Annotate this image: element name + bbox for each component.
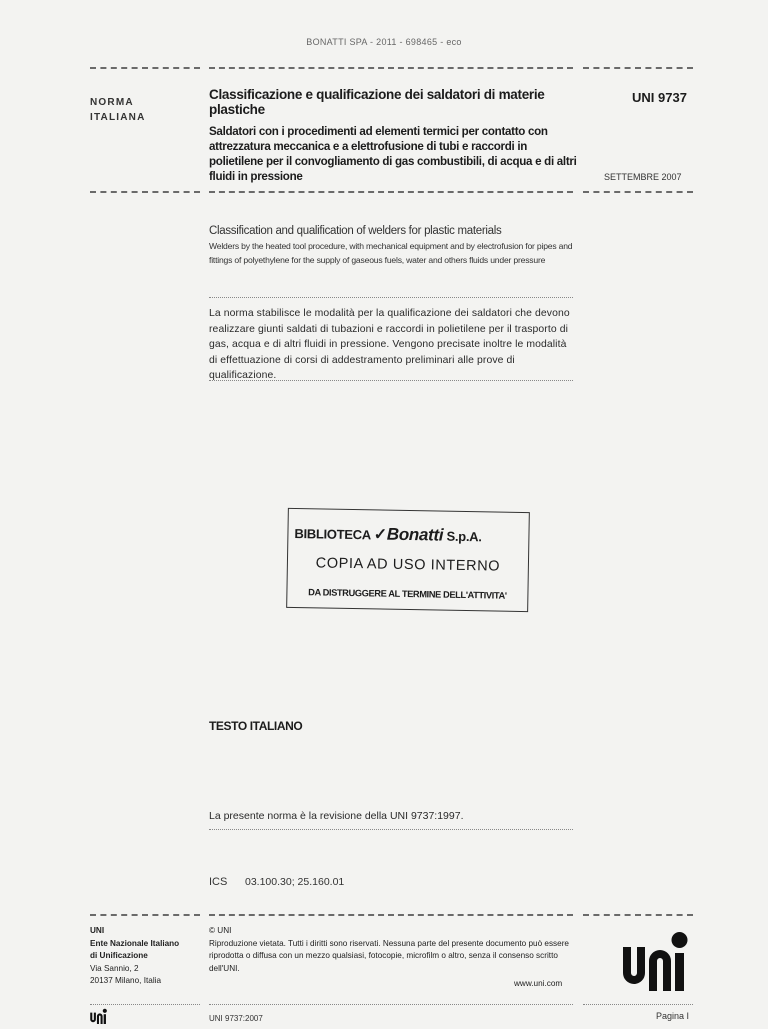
top-rule-left (90, 67, 200, 69)
footer-uni-logo-icon (88, 1008, 110, 1024)
footer-rule-center (209, 1004, 573, 1005)
top-rule-center (209, 67, 573, 69)
stamp-line3: DA DISTRUGGERE AL TERMINE DELL'ATTIVITA' (308, 587, 507, 601)
stamp-spa: S.p.A. (446, 528, 482, 545)
uni-logo-icon (621, 929, 693, 991)
footer-rule-left (90, 1004, 200, 1005)
title-rule-center (209, 191, 573, 193)
website-link[interactable]: www.uni.com (514, 979, 563, 988)
norma-line2: ITALIANA (90, 112, 146, 123)
bottom-rule-left (90, 914, 200, 916)
testo-italiano-label: TESTO ITALIANO (209, 719, 303, 733)
stamp-line1 (294, 523, 526, 547)
copyright-symbol-line: © UNI (209, 926, 232, 935)
ics-label: ICS (209, 876, 228, 888)
org-name-short: UNI (90, 926, 105, 935)
bottom-rule-right (583, 914, 693, 916)
ics-codes: 03.100.30; 25.160.01 (245, 876, 345, 888)
revision-note: La presente norma è la revisione della UNI 9737:1997. (209, 810, 464, 822)
footer-standard-code: UNI 9737:2007 (209, 1014, 263, 1023)
revision-rule (209, 829, 573, 830)
stamp-line2: COPIA AD USO INTERNO (315, 555, 501, 575)
org-city: 20137 Milano, Italia (90, 976, 162, 985)
footer-page-number: Pagina I (656, 1011, 690, 1021)
org-name-line1: Ente Nazionale Italiano (90, 938, 180, 948)
stamp-brand: Bonatti (386, 524, 444, 545)
bottom-rule-center (209, 914, 573, 916)
title-english: Classification and qualification of welders for plastic materials (209, 225, 502, 237)
top-rule-right (583, 67, 693, 69)
standard-number: UNI 9737 (632, 90, 687, 105)
english-rule (209, 297, 573, 298)
subtitle-italian: Saldatori con i procedimenti ad elementi termici per contatto con attrezzatura meccanica e a elettrofusione di tubi e raccordi in polietilene per il convogliamento di gas combustibili, di acqua e di altri fluidi in pressione (209, 125, 577, 183)
footer-rule-right (583, 1004, 693, 1005)
title-rule-left (90, 191, 200, 193)
org-name-line2: di Unificazione (90, 951, 148, 960)
org-street: Via Sannio, 2 (90, 963, 139, 973)
norma-line1: NORMA (90, 97, 134, 108)
bonatti-logo-icon: ✓ (373, 526, 387, 544)
title-italian: Classificazione e qualificazione dei saldatori di materie plastiche (209, 87, 545, 117)
publication-date: SETTEMBRE 2007 (604, 172, 682, 182)
library-stamp (286, 508, 530, 612)
copyright-notice (209, 925, 573, 975)
document-header-watermark: BONATTI SPA - 2011 - 698465 - eco (306, 37, 462, 47)
stamp-biblioteca: BIBLIOTECA (294, 526, 371, 543)
subtitle-english: Welders by the heated tool procedure, with mechanical equipment and by electrofusion for pipes and fittings of polyethylene for the supply of gaseous fuels, water and others fluids under pressure (209, 241, 573, 265)
norma-label (90, 95, 146, 125)
abstract-rule (209, 380, 573, 381)
copyright-text: Riproduzione vietata. Tutti i diritti sono riservati. Nessuna parte del presente documento può essere riprodotta o diffusa con un mezzo qualsiasi, fotocopie, microfilm o altro, senza il consenso scritto dell'UNI. (209, 938, 569, 973)
title-rule-right (583, 191, 693, 193)
abstract-text: La norma stabilisce le modalità per la qualificazione dei saldatori che devono realizzare giunti saldati di tubazioni e raccordi in polietilene per il trasporto di gas, acqua e di altri fluidi in pressione. Vengono precisate inoltre le modalità di effettuazione di corsi di addestramento preliminari alle prove di qualificazione. (209, 308, 570, 381)
organization-address (90, 925, 179, 988)
